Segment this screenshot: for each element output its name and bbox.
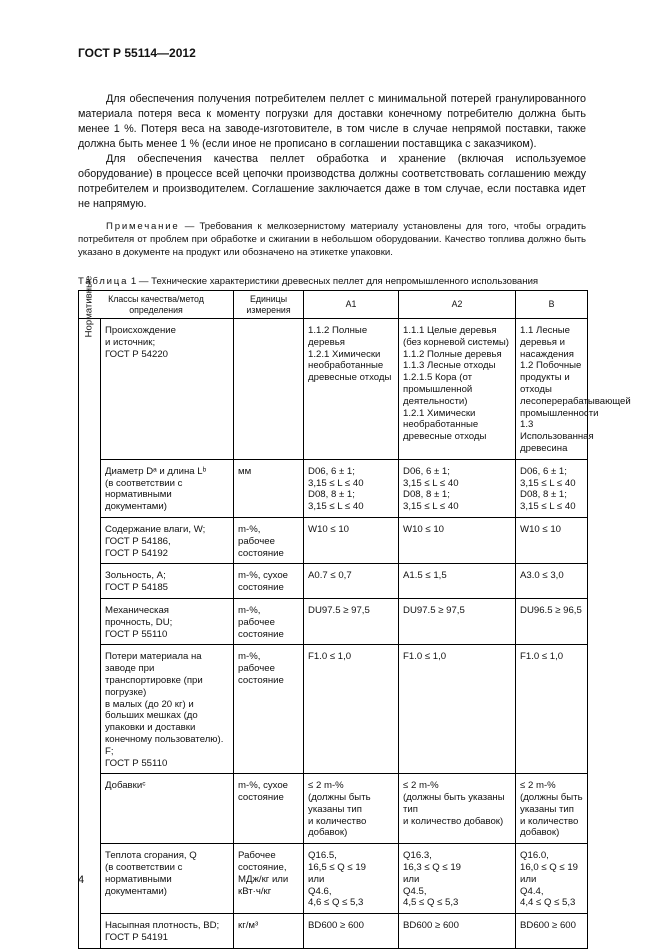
table-header-row	[79, 291, 588, 319]
cell-units: Рабочее состояние, МДж/кг или кВт·ч/кг	[234, 844, 304, 914]
cell-a2: A1.5 ≤ 1,5	[399, 564, 516, 599]
table-row	[79, 564, 588, 599]
cell-units: m-%, рабочее состояние	[234, 598, 304, 644]
cell-units: m-%, рабочее состояние	[234, 517, 304, 563]
cell-a2: Q16.3, 16,3 ≤ Q ≤ 19 или Q4.5, 4,5 ≤ Q ≤ 5,3	[399, 844, 516, 914]
cell-b: A3.0 ≤ 3,0	[516, 564, 588, 599]
cell-a1: F1.0 ≤ 1,0	[304, 645, 399, 774]
header-b: В	[516, 291, 588, 319]
cell-a2: 1.1.1 Целые деревья (без корневой системы) 1.1.2 Полные деревья 1.1.3 Лесные отходы 1.2.1.5 Кора (от промышленной деятельности) 1.2.1 Химически необработанные древесные отходы	[399, 319, 516, 460]
table-row	[79, 774, 588, 844]
table-row	[79, 459, 588, 517]
cell-units: m-%, сухое состояние	[234, 564, 304, 599]
paragraph: Для обеспечения получения потребителем пеллет с минимальной потерей гранулированного материала потеря веса к моменту погрузки для доставки конечному потребителю должна быть менее 1 %. Потеря веса на заводе-изготовителе, в том числе в случае непрямой поставки, также должна быть менее 1 % (если иное не прописано в соглашении поставщика с заказчиком).	[78, 93, 586, 150]
cell-property: Механическая прочность, DU; ГОСТ Р 55110	[101, 598, 234, 644]
header-property: Классы качества/метод определения	[79, 291, 234, 319]
note-text: — Требования к мелкозернистому материалу установлены для того, чтобы оградить потребителя от проблем при обработке и сжигании в небольшом оборудовании. Качество топлива должно быть указано в документе на продукт или обозначено на этикетке упаковки.	[78, 221, 586, 258]
cell-b: W10 ≤ 10	[516, 517, 588, 563]
cell-units: кг/м³	[234, 914, 304, 949]
table-row	[79, 645, 588, 774]
cell-units: m-%, рабочее состояние	[234, 645, 304, 774]
cell-property: Зольность, A; ГОСТ Р 54185	[101, 564, 234, 599]
cell-a2: BD600 ≥ 600	[399, 914, 516, 949]
header-a2: А2	[399, 291, 516, 319]
cell-a1: 1.1.2 Полные деревья 1.2.1 Химически необработанные древесные отходы	[304, 319, 399, 460]
cell-a1: D06, 6 ± 1; 3,15 ≤ L ≤ 40 D08, 8 ± 1; 3,15 ≤ L ≤ 40	[304, 459, 399, 517]
table-row	[79, 598, 588, 644]
cell-a1: Q16.5, 16,5 ≤ Q ≤ 19 или Q4.6, 4,6 ≤ Q ≤ 5,3	[304, 844, 399, 914]
cell-b: Q16.0, 16,0 ≤ Q ≤ 19 или Q4.4, 4,4 ≤ Q ≤ 5,3	[516, 844, 588, 914]
table-row	[79, 319, 588, 460]
paragraph: Для обеспечения качества пеллет обработка и хранение (включая используемое оборудование) в процессе всей цепочки производства должны соответствовать соглашению между потребителем и производителем. Соглашение заключается даже в том случае, если поставка идет не напрямую.	[78, 153, 586, 210]
table-caption	[78, 276, 538, 287]
cell-a1: W10 ≤ 10	[304, 517, 399, 563]
header-units: Единицы измерения	[234, 291, 304, 319]
cell-property: Содержание влаги, W; ГОСТ Р 54186, ГОСТ Р 54192	[101, 517, 234, 563]
note-label: Примечание	[106, 221, 180, 232]
cell-a1: A0.7 ≤ 0,7	[304, 564, 399, 599]
cell-a1: DU97.5 ≥ 97,5	[304, 598, 399, 644]
cell-a2: F1.0 ≤ 1,0	[399, 645, 516, 774]
cell-b: F1.0 ≤ 1,0	[516, 645, 588, 774]
group-label-cell	[79, 275, 101, 949]
cell-property: Теплота сгорания, Q (в соответствии с нормативными документами)	[101, 844, 234, 914]
group-label: Нормативные	[83, 275, 95, 338]
note	[78, 220, 586, 259]
cell-a1: BD600 ≥ 600	[304, 914, 399, 949]
table-caption-text: 1 — Технические характеристики древесных пеллет для непромышленного использования	[128, 276, 539, 287]
table-row	[79, 517, 588, 563]
cell-a2: W10 ≤ 10	[399, 517, 516, 563]
cell-b: DU96.5 ≥ 96,5	[516, 598, 588, 644]
body-text	[78, 92, 586, 259]
cell-property: Диаметр Dᵃ и длина Lᵇ (в соответствии с нормативными документами)	[101, 459, 234, 517]
cell-b: BD600 ≥ 600	[516, 914, 588, 949]
table-row	[79, 914, 588, 949]
cell-units	[234, 319, 304, 460]
table-row	[79, 844, 588, 914]
cell-property: Происхождение и источник; ГОСТ Р 54220	[101, 319, 234, 460]
page-number: 4	[78, 874, 85, 886]
cell-units: мм	[234, 459, 304, 517]
cell-a1: ≤ 2 m-% (должны быть указаны тип и количество добавок)	[304, 774, 399, 844]
cell-property: Потери материала на заводе при транспортировке (при погрузке) в малых (до 20 кг) и больших мешках (до упаковки и доставки конечному пользователю). F; ГОСТ Р 55110	[101, 645, 234, 774]
cell-units: m-%, сухое состояние	[234, 774, 304, 844]
document-header: ГОСТ Р 55114—2012	[78, 46, 196, 60]
cell-property: Добавкиᶜ	[101, 774, 234, 844]
cell-a2: ≤ 2 m-% (должны быть указаны тип и количество добавок)	[399, 774, 516, 844]
table-caption-label: Таблица	[78, 276, 129, 287]
cell-a2: DU97.5 ≥ 97,5	[399, 598, 516, 644]
cell-b: ≤ 2 m-% (должны быть указаны тип и количество добавок)	[516, 774, 588, 844]
cell-property: Насыпная плотность, BD; ГОСТ Р 54191	[101, 914, 234, 949]
cell-b: D06, 6 ± 1; 3,15 ≤ L ≤ 40 D08, 8 ± 1; 3,15 ≤ L ≤ 40	[516, 459, 588, 517]
cell-b: 1.1 Лесные деревья и насаждения 1.2 Побочные продукты и отходы лесоперерабатывающей промышленности 1.3 Использованная древесина	[516, 319, 588, 460]
header-a1: А1	[304, 291, 399, 319]
cell-a2: D06, 6 ± 1; 3,15 ≤ L ≤ 40 D08, 8 ± 1; 3,15 ≤ L ≤ 40	[399, 459, 516, 517]
